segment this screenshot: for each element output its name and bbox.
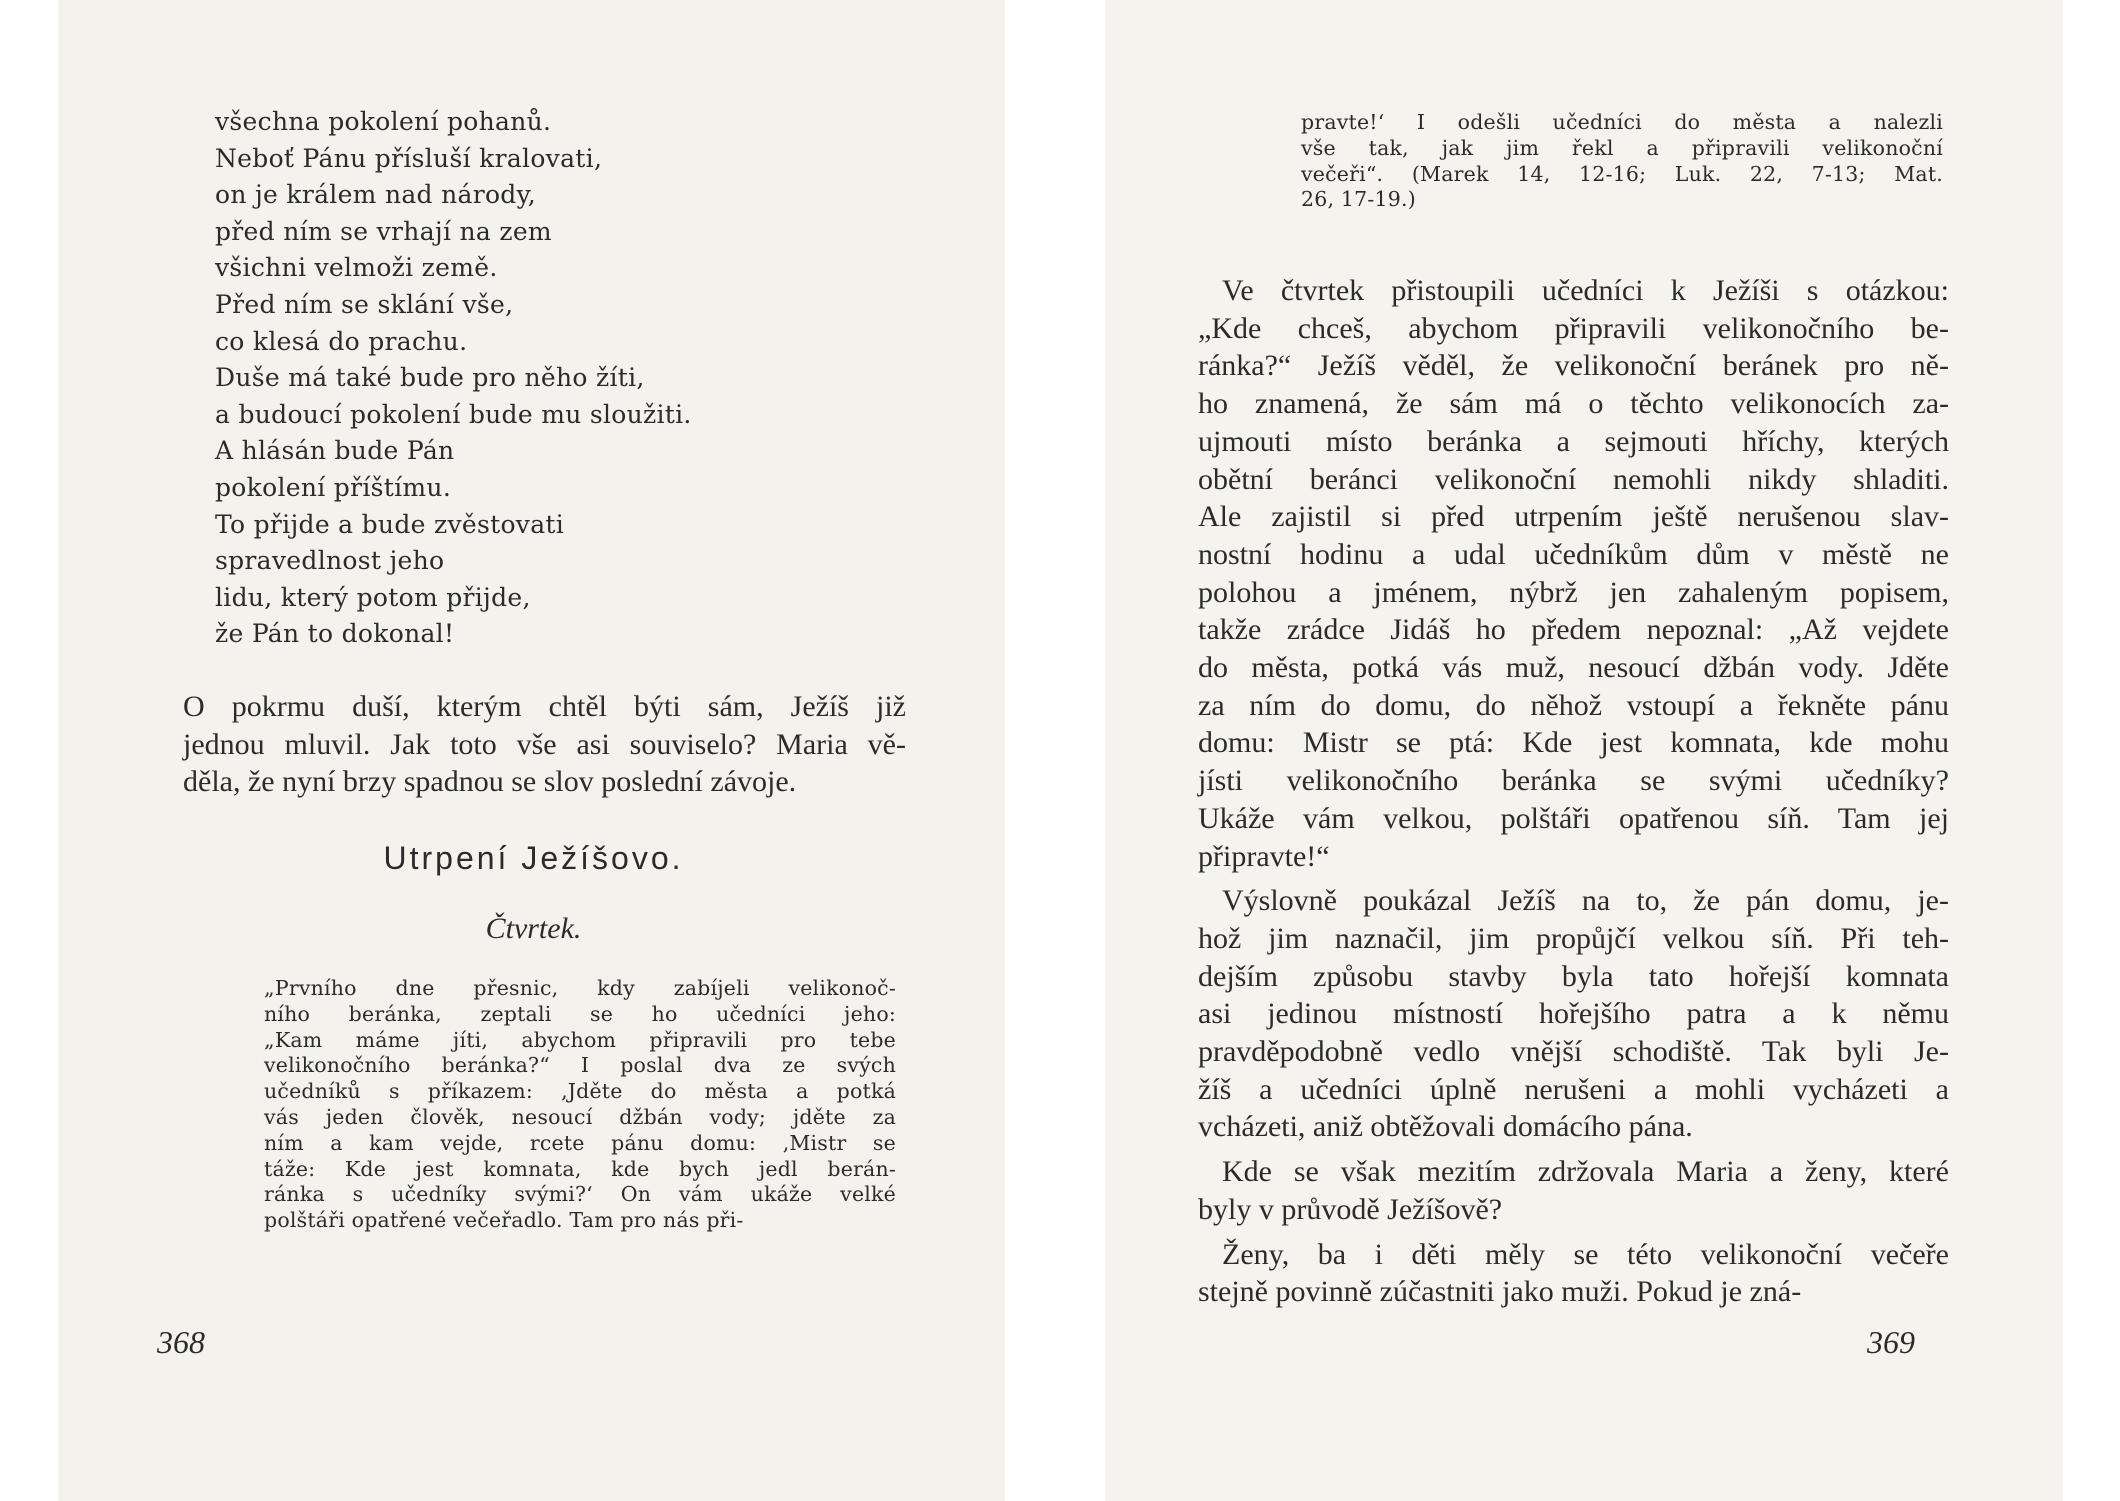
text-line: žíš a učedníci úplně nerušeni a mohli vycházeti a xyxy=(1198,1072,1949,1106)
quote-line: 26, 17-19.) xyxy=(1301,187,1416,212)
text-line: jednou mluvil. Jak toto vše asi souviselo? Maria vě- xyxy=(183,727,906,761)
poem-line: pokolení příštímu. xyxy=(215,472,452,502)
section-title: Čtvrtek. xyxy=(485,912,582,945)
poem xyxy=(215,104,692,653)
text-line: pravděpodobně vedlo vnější schodiště. Tak byli Je- xyxy=(1198,1035,1949,1069)
quote-line: velikonočního beránka?“ I poslal dva ze svých xyxy=(264,1053,896,1078)
text-line: stejně povinně zúčastniti jako muži. Pokud je zná- xyxy=(1198,1275,1802,1309)
text-line: asi jedinou místností hořejšího patra a k němu xyxy=(1198,997,1949,1031)
poem-line: spravedlnost jeho xyxy=(215,546,445,576)
poem-line: před ním se vrhají na zem xyxy=(215,216,552,246)
quote-line: učedníků s příkazem: ‚Jděte do města a potká xyxy=(264,1079,896,1104)
text-line: děla, že nyní brzy spadnou se slov poslední závoje. xyxy=(183,765,797,799)
text-line: byly v průvodě Ježíšově? xyxy=(1198,1192,1503,1226)
page-number-left: 368 xyxy=(157,1324,205,1360)
text-line: „Kde chceš, abychom připravili velikonočního be- xyxy=(1198,311,1949,345)
text-line: vcházeti, aniž obtěžovali domácího pána. xyxy=(1198,1110,1693,1144)
quote-line: vás jeden člověk, nesoucí džbán vody; jděte za xyxy=(264,1104,896,1129)
text-line: obětní beránci velikonoční nemohli nikdy shladiti. xyxy=(1198,462,1949,496)
chapter-title: Utrpení Ježíšovo. xyxy=(383,840,684,876)
poem-line: Neboť Pánu přísluší kralovati, xyxy=(215,143,603,173)
quote-line: „Prvního dne přesnic, kdy zabíjeli velikonoč- xyxy=(264,976,896,1000)
quote-line: večeři“. (Marek 14, 12-16; Luk. 22, 7-13; Mat. xyxy=(1301,161,1943,186)
poem-line: on je králem nad národy, xyxy=(215,180,536,210)
poem-line: A hlásán bude Pán xyxy=(215,436,455,466)
text-line: Výslovně poukázal Ježíš na to, že pán domu, je- xyxy=(1222,884,1949,918)
quote-line: „Kam máme jíti, abychom připravili pro tebe xyxy=(264,1027,896,1052)
paragraph xyxy=(1198,882,1949,1146)
text-line: za ním do domu, do něhož vstoupí a řekněte pánu xyxy=(1198,688,1949,722)
quote-line: ránka s učedníky svými?‘ On vám ukáže velké xyxy=(264,1182,896,1207)
poem-line: všichni velmoži země. xyxy=(215,253,498,283)
poem-line: co klesá do prachu. xyxy=(215,326,468,356)
text-line: připravte!“ xyxy=(1198,839,1330,873)
quote-line: ního beránka, zeptali se ho učedníci jeho: xyxy=(264,1001,896,1026)
quote-line: ním a kam vejde, rcete pánu domu: ‚Mistr se xyxy=(264,1130,896,1155)
text-line: Kde se však mezitím zdržovala Maria a ženy, které xyxy=(1222,1155,1949,1189)
text-line: ránka?“ Ježíš věděl, že velikonoční beránek pro ně- xyxy=(1198,349,1949,383)
poem-line: To přijde a bude zvěstovati xyxy=(215,509,565,539)
text-line: Ukáže vám velkou, polštáři opatřenou síň. Tam jej xyxy=(1198,801,1949,835)
text-line: jísti velikonočního beránka se svými učedníky? xyxy=(1198,764,1949,798)
right-body-text xyxy=(1198,272,1949,1318)
quote-line: vše tak, jak jim řekl a připravili velikonoční xyxy=(1301,135,1943,160)
paragraph xyxy=(1198,1153,1949,1228)
left-paragraph xyxy=(183,688,906,801)
text-line: O pokrmu duší, kterým chtěl býti sám, Ježíš již xyxy=(183,690,906,723)
text-line: takže zrádce Jidáš ho předem nepoznal: „Až vejdete xyxy=(1198,613,1949,647)
paragraph xyxy=(1198,272,1949,875)
scripture-quote-left xyxy=(264,976,896,1234)
paragraph xyxy=(1198,1236,1949,1311)
text-line: domu: Mistr se ptá: Kde jest komnata, kde mohu xyxy=(1198,726,1949,760)
poem-line: lidu, který potom přijde, xyxy=(215,582,531,612)
scripture-quote-right xyxy=(1301,110,1943,213)
quote-line: pravte!‘ I odešli učedníci do města a nalezli xyxy=(1301,110,1943,134)
text-line: Ženy, ba i děti měly se této velikonoční večeře xyxy=(1222,1237,1949,1271)
text-line: polohou a jménem, nýbrž jen zahaleným popisem, xyxy=(1198,575,1949,609)
text-line: hož jim naznačil, jim propůjčí velkou síň. Při teh- xyxy=(1198,921,1949,955)
poem-line: všechna pokolení pohanů. xyxy=(215,107,552,136)
poem-line: a budoucí pokolení bude mu sloužiti. xyxy=(215,399,692,429)
text-line: Ale zajistil si před utrpením ještě nerušenou slav- xyxy=(1198,500,1949,534)
text-line: nostní hodinu a udal učedníkům dům v městě ne xyxy=(1198,537,1949,571)
poem-line: že Pán to dokonal! xyxy=(215,619,455,649)
text-line: dejším způsobu stavby byla tato hořejší komnata xyxy=(1198,959,1949,993)
poem-line: Před ním se sklání vše, xyxy=(215,289,514,319)
text-line: Ve čtvrtek přistoupili učedníci k Ježíši s otázkou: xyxy=(1222,274,1949,307)
quote-line: polštáři opatřené večeřadlo. Tam pro nás při- xyxy=(264,1208,744,1233)
poem-line: Duše má také bude pro něho žíti, xyxy=(215,363,645,393)
text-line: ujmouti místo beránka a sejmouti hříchy, kterých xyxy=(1198,424,1949,458)
text-line: do města, potká vás muž, nesoucí džbán vody. Jděte xyxy=(1198,651,1949,685)
page-number-right: 369 xyxy=(1867,1324,1915,1360)
text-line: ho znamená, že sám má o těchto velikonocích za- xyxy=(1198,387,1949,421)
quote-line: táže: Kde jest komnata, kde bych jedl berán- xyxy=(264,1156,896,1181)
